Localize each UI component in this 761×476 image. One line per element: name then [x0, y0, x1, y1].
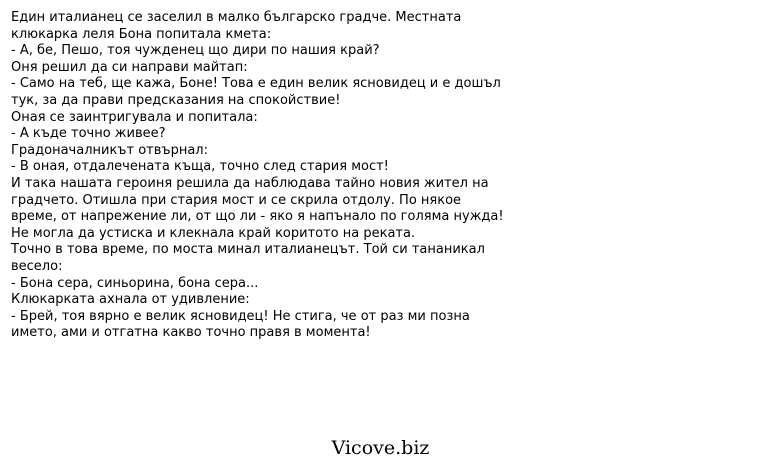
joke-line: - А, бе, Пешо, тоя чужденец що дири по нашия край?: [11, 43, 380, 59]
joke-line: време, от напрежение ли, от що ли - яко я напънало по голяма нужда!: [11, 209, 504, 225]
joke-line: - А къде точно живее?: [11, 126, 166, 142]
joke-line: - Само на теб, ще кажа, Боне! Това е един велик ясновидец и е дошъл: [11, 76, 501, 92]
site-watermark: Vicove.biz: [331, 437, 430, 459]
joke-line: И така нашата героиня решила да наблюдава тайно новия жител на: [11, 175, 489, 191]
joke-line: Градоначалникът отвърнал:: [11, 142, 208, 158]
joke-line: Точно в това време, по моста минал италианецът. Той си тананикал: [11, 242, 485, 258]
joke-line: градчето. Отишла при стария мост и се скрила отдолу. По някое: [11, 192, 462, 208]
joke-line: Оная се заинтригувала и попитала:: [11, 109, 258, 125]
joke-line: Не могла да устиска и клекнала край коритото на реката.: [11, 225, 416, 241]
joke-line: - В оная, отдалечената къща, точно след стария мост!: [11, 159, 389, 175]
joke-text: [11, 10, 756, 342]
joke-line: - Бона сера, синьорина, бона сера...: [11, 275, 259, 291]
joke-line: тук, за да прави предсказания на спокойствие!: [11, 92, 341, 108]
joke-line: Клюкарката ахнала от удивление:: [11, 292, 250, 308]
joke-line: - Брей, тоя вярно е велик ясновидец! Не стига, че от раз ми позна: [11, 308, 470, 324]
joke-line: името, ами и отгатна какво точно правя в момента!: [11, 325, 371, 341]
joke-line: клюкарка леля Бона попитала кмета:: [11, 26, 272, 42]
joke-line: Оня решил да си направи майтап:: [11, 59, 248, 75]
joke-line: весело:: [11, 258, 63, 274]
joke-line: Един италианец се заселил в малко българско градче. Местната: [11, 10, 462, 25]
